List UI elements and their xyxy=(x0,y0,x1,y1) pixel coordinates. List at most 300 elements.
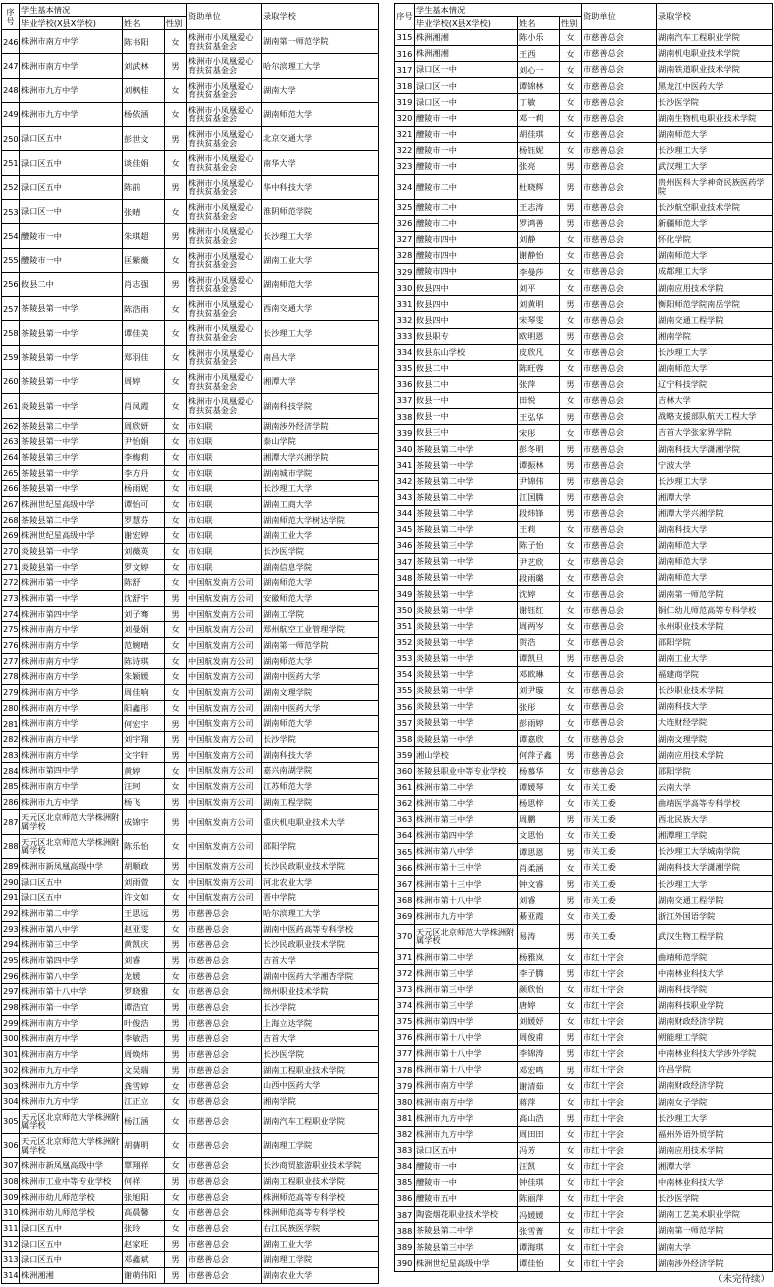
table-row xyxy=(395,174,773,199)
seq-cell: 251 xyxy=(2,151,20,175)
admitted-cell: 株洲师范高等专科学校 xyxy=(262,1205,379,1221)
gender-cell: 女 xyxy=(165,543,187,559)
seq-cell: 316 xyxy=(395,46,415,62)
school-cell: 株洲世纪星高级中学 xyxy=(20,528,123,544)
school-cell: 株洲市第一中学 xyxy=(20,999,123,1015)
table-row xyxy=(395,554,773,570)
header-student-info: 学生基本情况 xyxy=(20,4,187,17)
funder-cell: 市关工委 xyxy=(582,892,657,908)
table-row xyxy=(2,1093,379,1109)
admitted-cell: 辽宁科技学院 xyxy=(657,376,773,392)
table-row xyxy=(395,650,773,666)
funder-cell: 市慈善总会 xyxy=(187,1267,262,1283)
gender-cell: 女 xyxy=(165,968,187,984)
seq-cell: 335 xyxy=(395,360,415,376)
table-row xyxy=(395,312,773,328)
funder-cell: 市慈善总会 xyxy=(582,538,657,554)
seq-cell: 377 xyxy=(395,1046,415,1062)
school-cell: 茶陵县第一中学 xyxy=(20,434,123,450)
funder-cell: 中国航发南方公司 xyxy=(187,858,262,874)
name-cell: 杨钰妮 xyxy=(518,142,560,158)
seq-cell: 303 xyxy=(2,1078,20,1094)
funder-cell: 市慈善总会 xyxy=(187,1189,262,1205)
school-cell: 炎陵县第一中学 xyxy=(20,543,123,559)
funder-cell: 中国航发南方公司 xyxy=(187,637,262,653)
funder-cell: 中国航发南方公司 xyxy=(187,763,262,779)
gender-cell: 女 xyxy=(165,465,187,481)
admitted-cell: 湖南汽车工程职业学院 xyxy=(657,30,773,46)
school-cell: 醴陵市二中 xyxy=(415,174,518,199)
funder-cell: 市慈善总会 xyxy=(582,110,657,126)
admitted-cell: 吉首大学 xyxy=(262,1031,379,1047)
gender-cell: 男 xyxy=(165,1015,187,1031)
seq-cell: 264 xyxy=(2,449,20,465)
admitted-cell: 湖南信息学院 xyxy=(262,559,379,575)
gender-cell: 女 xyxy=(560,94,582,110)
table-row xyxy=(2,700,379,716)
school-cell: 渌口区五中 xyxy=(20,1220,123,1236)
table-row xyxy=(2,1158,379,1174)
admitted-cell: 湘潭理工学院 xyxy=(657,827,773,843)
school-cell: 株洲市南方中学 xyxy=(20,637,123,653)
admitted-cell: 湖南师范大学 xyxy=(657,126,773,142)
table-row xyxy=(2,590,379,606)
school-cell: 株洲湘湘 xyxy=(415,46,518,62)
table-row xyxy=(395,158,773,174)
table-row xyxy=(395,376,773,392)
school-cell: 炎陵县第一中学 xyxy=(415,731,518,747)
admitted-cell: 湖南财政经济学院 xyxy=(657,1078,773,1094)
admitted-cell: 湖南师范大学 xyxy=(262,272,379,296)
table-row xyxy=(395,248,773,264)
admitted-cell: 浙江外国语学院 xyxy=(657,908,773,924)
table-row xyxy=(2,496,379,512)
gender-cell: 女 xyxy=(560,538,582,554)
funder-cell: 中国航发南方公司 xyxy=(187,716,262,732)
admitted-cell: 湘南学院 xyxy=(657,328,773,344)
admitted-cell: 长沙学院 xyxy=(262,999,379,1015)
funder-cell: 中国航发南方公司 xyxy=(187,794,262,810)
table-row xyxy=(2,78,379,102)
seq-cell: 302 xyxy=(2,1062,20,1078)
school-cell: 株洲市第一中学 xyxy=(20,590,123,606)
header-funder: 资助单位 xyxy=(187,4,262,30)
seq-cell: 388 xyxy=(395,1223,415,1239)
seq-cell: 350 xyxy=(395,602,415,618)
admitted-cell: 江苏师范大学 xyxy=(262,778,379,794)
admitted-cell: 郑州航空工业管理学院 xyxy=(262,622,379,638)
gender-cell: 男 xyxy=(560,1029,582,1045)
table-row xyxy=(395,666,773,682)
gender-cell: 男 xyxy=(165,716,187,732)
name-cell: 杨雅岚 xyxy=(518,949,560,965)
school-cell: 株洲市第四中学 xyxy=(415,1013,518,1029)
school-cell: 茶陵县第二中学 xyxy=(20,512,123,528)
table-row xyxy=(2,653,379,669)
school-cell: 湘山学校 xyxy=(415,747,518,763)
table-row xyxy=(395,344,773,360)
seq-cell: 286 xyxy=(2,794,20,810)
seq-cell: 342 xyxy=(395,473,415,489)
school-cell: 株洲市南方中学 xyxy=(20,669,123,685)
table-row xyxy=(2,684,379,700)
school-cell: 株洲市第四中学 xyxy=(415,827,518,843)
table-row xyxy=(2,921,379,937)
seq-cell: 384 xyxy=(395,1158,415,1174)
table-row xyxy=(395,538,773,554)
seq-cell: 246 xyxy=(2,30,20,54)
school-cell: 株洲市南方中学 xyxy=(415,1078,518,1094)
admitted-cell: 湖南中医药高等专科学校 xyxy=(262,921,379,937)
gender-cell: 女 xyxy=(165,199,187,223)
name-cell: 段炜锋 xyxy=(518,505,560,521)
admitted-cell: 湖南涉外经济学院 xyxy=(262,418,379,434)
funder-cell: 市慈善总会 xyxy=(187,1109,262,1133)
table-row xyxy=(395,505,773,521)
table-row xyxy=(395,409,773,425)
admitted-cell: 湖南师范大学 xyxy=(262,653,379,669)
funder-cell: 市慈善总会 xyxy=(187,999,262,1015)
table-row xyxy=(2,669,379,685)
table-row xyxy=(2,528,379,544)
school-cell: 茶陵县第一中学 xyxy=(20,321,123,345)
school-cell: 攸县东山学校 xyxy=(415,344,518,360)
seq-cell: 291 xyxy=(2,890,20,906)
school-cell: 株洲市南方中学 xyxy=(20,30,123,54)
funder-cell: 市慈善总会 xyxy=(187,1046,262,1062)
seq-cell: 366 xyxy=(395,860,415,876)
seq-cell: 310 xyxy=(2,1205,20,1221)
seq-cell: 261 xyxy=(2,394,20,418)
admitted-cell: 湖南应用技术学院 xyxy=(657,280,773,296)
school-cell: 株洲市南方中学 xyxy=(20,716,123,732)
name-cell: 陈诗琪 xyxy=(123,653,165,669)
gender-cell: 女 xyxy=(560,860,582,876)
gender-cell: 女 xyxy=(560,715,582,731)
name-cell: 周佳响 xyxy=(123,684,165,700)
funder-cell: 市妇联 xyxy=(187,449,262,465)
gender-cell: 女 xyxy=(165,151,187,175)
gender-cell: 女 xyxy=(165,449,187,465)
admitted-cell: 云南大学 xyxy=(657,779,773,795)
name-cell: 杨慕华 xyxy=(518,763,560,779)
name-cell: 谭锦林 xyxy=(518,78,560,94)
name-cell: 邓一莉 xyxy=(518,110,560,126)
gender-cell: 男 xyxy=(165,175,187,199)
table-row xyxy=(395,1174,773,1190)
name-cell: 汪凯 xyxy=(518,1158,560,1174)
header-seq: 序号 xyxy=(2,4,20,30)
school-cell: 株洲市第四中学 xyxy=(20,763,123,779)
school-cell: 渌口区一中 xyxy=(415,94,518,110)
seq-cell: 277 xyxy=(2,653,20,669)
seq-cell: 340 xyxy=(395,441,415,457)
gender-cell: 女 xyxy=(560,602,582,618)
name-cell: 成锦宇 xyxy=(123,810,165,834)
funder-cell: 市慈善总会 xyxy=(582,634,657,650)
school-cell: 炎陵县第一中学 xyxy=(415,666,518,682)
funder-cell: 市慈善总会 xyxy=(582,715,657,731)
gender-cell: 男 xyxy=(560,441,582,457)
school-cell: 株洲市第四中学 xyxy=(20,952,123,968)
school-cell: 株洲市工业中等专业学校 xyxy=(20,1173,123,1189)
gender-cell: 男 xyxy=(165,731,187,747)
name-cell: 朱颖媛 xyxy=(123,669,165,685)
name-cell: 周两岑 xyxy=(518,618,560,634)
funder-cell: 市妇联 xyxy=(187,512,262,528)
seq-cell: 331 xyxy=(395,296,415,312)
funder-cell: 株洲市小凤凰爱心育扶贫基金会 xyxy=(187,54,262,78)
table-row xyxy=(2,778,379,794)
seq-cell: 289 xyxy=(2,858,20,874)
admitted-cell: 湖南农业大学 xyxy=(262,1267,379,1283)
table-row xyxy=(2,1189,379,1205)
funder-cell: 市关工委 xyxy=(582,860,657,876)
school-cell: 攸县四中 xyxy=(415,296,518,312)
seq-cell: 295 xyxy=(2,952,20,968)
name-cell: 钟文睿 xyxy=(518,876,560,892)
gender-cell: 女 xyxy=(560,1078,582,1094)
seq-cell: 345 xyxy=(395,521,415,537)
table-row xyxy=(2,1062,379,1078)
seq-cell: 250 xyxy=(2,127,20,151)
name-cell: 谈佳娟 xyxy=(123,151,165,175)
seq-cell: 262 xyxy=(2,418,20,434)
gender-cell: 女 xyxy=(560,666,582,682)
funder-cell: 株洲市小凤凰爱心育扶贫基金会 xyxy=(187,127,262,151)
seq-cell: 256 xyxy=(2,272,20,296)
funder-cell: 市慈善总会 xyxy=(187,1133,262,1157)
funder-cell: 市慈善总会 xyxy=(582,425,657,441)
name-cell: 田悦 xyxy=(518,393,560,409)
name-cell: 冯芳 xyxy=(518,1142,560,1158)
school-cell: 株洲湘湘 xyxy=(20,1267,123,1283)
school-cell: 渌口区五中 xyxy=(20,127,123,151)
name-cell: 周俊甫 xyxy=(518,1029,560,1045)
school-cell: 炎陵县第一中学 xyxy=(415,650,518,666)
funder-cell: 株洲市小凤凰爱心育扶贫基金会 xyxy=(187,394,262,418)
seq-cell: 336 xyxy=(395,376,415,392)
seq-cell: 317 xyxy=(395,62,415,78)
gender-cell: 女 xyxy=(560,264,582,280)
table-row xyxy=(2,345,379,369)
table-row xyxy=(2,199,379,223)
school-cell: 株洲市南方中学 xyxy=(20,700,123,716)
seq-cell: 260 xyxy=(2,369,20,393)
table-row xyxy=(2,1252,379,1268)
name-cell: 刘黄明 xyxy=(518,296,560,312)
table-row xyxy=(2,543,379,559)
school-cell: 天元区北京师范大学株洲附属学校 xyxy=(415,924,518,949)
funder-cell: 市慈善总会 xyxy=(582,158,657,174)
school-cell: 株洲市新凤凰高级中学 xyxy=(20,1158,123,1174)
school-cell: 茶陵县第一中学 xyxy=(20,481,123,497)
table-row xyxy=(2,747,379,763)
gender-cell: 男 xyxy=(560,811,582,827)
seq-cell: 259 xyxy=(2,345,20,369)
name-cell: 谢宏婷 xyxy=(123,528,165,544)
funder-cell: 市红十字会 xyxy=(582,1029,657,1045)
school-cell: 株洲市第八中学 xyxy=(20,968,123,984)
school-cell: 株洲市九方中学 xyxy=(20,1062,123,1078)
table-row xyxy=(2,54,379,78)
seq-cell: 320 xyxy=(395,110,415,126)
admitted-cell: 衡阳师范学院南岳学院 xyxy=(657,296,773,312)
admitted-cell: 南华大学 xyxy=(262,151,379,175)
table-row xyxy=(395,1207,773,1223)
name-cell: 朱琪超 xyxy=(123,224,165,248)
funder-cell: 株洲市小凤凰爱心育扶贫基金会 xyxy=(187,321,262,345)
seq-cell: 298 xyxy=(2,999,20,1015)
admitted-cell: 湖南第一师范学院 xyxy=(262,30,379,54)
funder-cell: 市慈善总会 xyxy=(582,763,657,779)
gender-cell: 男 xyxy=(165,858,187,874)
table-row xyxy=(395,215,773,231)
table-row xyxy=(2,151,379,175)
name-cell: 杨飞 xyxy=(123,794,165,810)
school-cell: 醴陵市四中 xyxy=(415,264,518,280)
funder-cell: 中国航发南方公司 xyxy=(187,810,262,834)
table-row xyxy=(395,997,773,1013)
name-cell: 刘睿 xyxy=(123,952,165,968)
admitted-cell: 湘潭大学 xyxy=(262,369,379,393)
table-row xyxy=(2,418,379,434)
name-cell: 綦亚霞 xyxy=(518,908,560,924)
name-cell: 肖志强 xyxy=(123,272,165,296)
school-cell: 株洲市南方中学 xyxy=(20,778,123,794)
school-cell: 渌口区五中 xyxy=(20,1236,123,1252)
name-cell: 皮欣凡 xyxy=(518,344,560,360)
school-cell: 株洲市第十八中学 xyxy=(415,1029,518,1045)
admitted-cell: 南昌大学 xyxy=(262,345,379,369)
school-cell: 醴陵市四中 xyxy=(415,248,518,264)
school-cell: 醴陵市一中 xyxy=(415,142,518,158)
gender-cell: 女 xyxy=(165,1109,187,1133)
seq-cell: 379 xyxy=(395,1078,415,1094)
students-table-right xyxy=(394,3,773,1272)
funder-cell: 市慈善总会 xyxy=(582,747,657,763)
table-row xyxy=(395,1142,773,1158)
name-cell: 何祥 xyxy=(123,1173,165,1189)
seq-cell: 373 xyxy=(395,981,415,997)
name-cell: 谭怡可 xyxy=(123,496,165,512)
funder-cell: 市关工委 xyxy=(582,811,657,827)
name-cell: 胡佳琪 xyxy=(518,126,560,142)
seq-cell: 341 xyxy=(395,457,415,473)
seq-cell: 311 xyxy=(2,1220,20,1236)
table-row xyxy=(2,999,379,1015)
gender-cell: 男 xyxy=(165,1062,187,1078)
seq-cell: 347 xyxy=(395,554,415,570)
name-cell: 罗慧芬 xyxy=(123,512,165,528)
school-cell: 炎陵县第一中学 xyxy=(415,602,518,618)
seq-cell: 275 xyxy=(2,622,20,638)
funder-cell: 中国航发南方公司 xyxy=(187,669,262,685)
admitted-cell: 湖南科技大学 xyxy=(262,747,379,763)
seq-cell: 323 xyxy=(395,158,415,174)
name-cell: 杨雨妮 xyxy=(123,481,165,497)
name-cell: 刘雨萱 xyxy=(123,874,165,890)
funder-cell: 中国航发南方公司 xyxy=(187,890,262,906)
funder-cell: 市妇联 xyxy=(187,418,262,434)
funder-cell: 市慈善总会 xyxy=(582,280,657,296)
school-cell: 株洲湘湘 xyxy=(415,30,518,46)
name-cell: 邓宏鸣 xyxy=(518,1062,560,1078)
admitted-cell: 黑龙江中医药大学 xyxy=(657,78,773,94)
name-cell: 谭媛琴 xyxy=(518,779,560,795)
gender-cell: 女 xyxy=(165,248,187,272)
name-cell: 龙媛 xyxy=(123,968,165,984)
funder-cell: 市慈善总会 xyxy=(187,1015,262,1031)
funder-cell: 市红十字会 xyxy=(582,1078,657,1094)
seq-cell: 253 xyxy=(2,199,20,223)
admitted-cell: 成都理工大学 xyxy=(657,264,773,280)
gender-cell: 女 xyxy=(165,874,187,890)
gender-cell: 男 xyxy=(165,272,187,296)
admitted-cell: 中南林业科技大学 xyxy=(657,1174,773,1190)
seq-cell: 265 xyxy=(2,465,20,481)
seq-cell: 257 xyxy=(2,297,20,321)
school-cell: 株洲市新凤凰高级中学 xyxy=(20,858,123,874)
name-cell: 阳鑫彤 xyxy=(123,700,165,716)
seq-cell: 327 xyxy=(395,231,415,247)
funder-cell: 市慈善总会 xyxy=(582,521,657,537)
funder-cell: 中国航发南方公司 xyxy=(187,731,262,747)
admitted-cell: 上海立达学院 xyxy=(262,1015,379,1031)
school-cell: 株洲市南方中学 xyxy=(20,747,123,763)
name-cell: 胡蒨明 xyxy=(123,1133,165,1157)
school-cell: 渌口区一中 xyxy=(20,199,123,223)
funder-cell: 中国航发南方公司 xyxy=(187,575,262,591)
school-cell: 茶陵县第一中学 xyxy=(415,586,518,602)
funder-cell: 市红十字会 xyxy=(582,1223,657,1239)
table-row xyxy=(2,622,379,638)
name-cell: 陈子怡 xyxy=(518,538,560,554)
funder-cell: 市慈善总会 xyxy=(582,328,657,344)
name-cell: 段雨璐 xyxy=(518,570,560,586)
admitted-cell: 湖南师范大学 xyxy=(657,360,773,376)
gender-cell: 男 xyxy=(560,376,582,392)
gender-cell: 女 xyxy=(560,634,582,650)
gender-cell: 女 xyxy=(560,997,582,1013)
school-cell: 株洲市第十八中学 xyxy=(415,1062,518,1078)
table-row xyxy=(2,858,379,874)
admitted-cell: 长沙学院 xyxy=(262,731,379,747)
funder-cell: 市妇联 xyxy=(187,465,262,481)
funder-cell: 中国航发南方公司 xyxy=(187,622,262,638)
gender-cell: 女 xyxy=(165,345,187,369)
school-cell: 茶陵县第一中学 xyxy=(20,297,123,321)
name-cell: 郑羽佳 xyxy=(123,345,165,369)
seq-cell: 330 xyxy=(395,280,415,296)
funder-cell: 市慈善总会 xyxy=(582,666,657,682)
funder-cell: 市慈善总会 xyxy=(187,1158,262,1174)
gender-cell: 女 xyxy=(560,586,582,602)
school-cell: 茶陵县第一中学 xyxy=(415,457,518,473)
admitted-cell: 武汉生物工程学院 xyxy=(657,924,773,949)
gender-cell: 女 xyxy=(560,393,582,409)
seq-cell: 346 xyxy=(395,538,415,554)
name-cell: 胡顺政 xyxy=(123,858,165,874)
school-cell: 茶陵县第二中学 xyxy=(415,505,518,521)
seq-cell: 299 xyxy=(2,1015,20,1031)
table-body-right xyxy=(395,30,773,1272)
admitted-cell: 湖南师范大学 xyxy=(657,248,773,264)
name-cell: 刘睿 xyxy=(518,892,560,908)
table-row xyxy=(395,586,773,602)
name-cell: 唐婷 xyxy=(518,997,560,1013)
table-row xyxy=(395,296,773,312)
